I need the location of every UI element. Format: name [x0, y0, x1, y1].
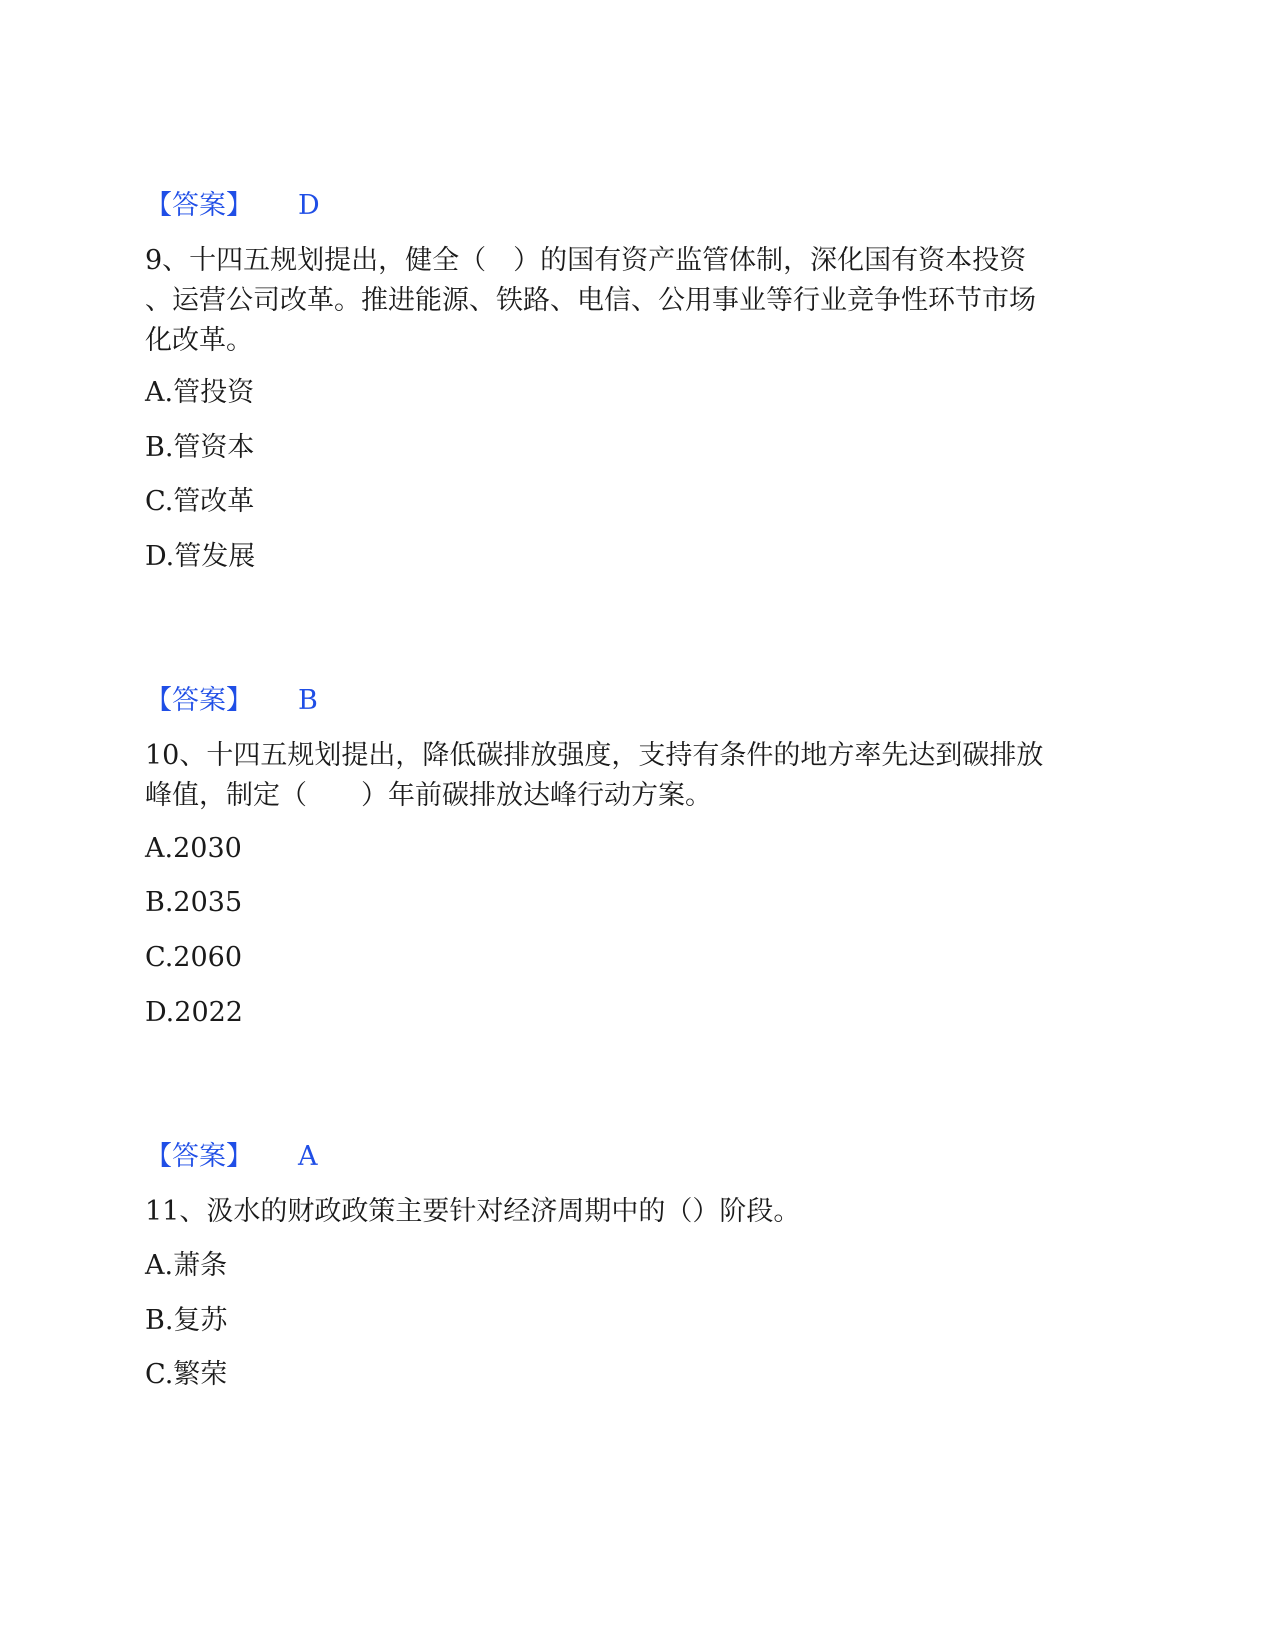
question-line: 、运营公司改革。推进能源、铁路、电信、公用事业等行业竞争性环节市场: [145, 285, 1036, 316]
option-b: B.2035: [145, 887, 243, 918]
answer-label: 【答案】: [145, 685, 253, 716]
option-a: A.2030: [145, 833, 242, 864]
question-11: [145, 1192, 1125, 1232]
option-c: C.管改革: [145, 486, 255, 517]
option-b: B.复苏: [145, 1305, 228, 1336]
option-c: C.2060: [145, 942, 242, 973]
question-line: 11、汲水的财政政策主要针对经济周期中的（）阶段。: [145, 1196, 801, 1227]
question-line: 10、十四五规划提出，降低碳排放强度，支持有条件的地方率先达到碳排放: [145, 740, 1044, 771]
question-9: [145, 241, 1125, 361]
question-line: 化改革。: [145, 325, 253, 356]
question-line: 峰值，制定（ ）年前碳排放达峰行动方案。: [145, 780, 712, 811]
answer-line: [145, 1137, 318, 1177]
option-d: D.2022: [145, 997, 243, 1028]
answer-value: D: [298, 190, 320, 221]
option-a: A.管投资: [145, 377, 255, 408]
question-line: 9、十四五规划提出，健全（ ）的国有资产监管体制，深化国有资本投资: [145, 245, 1027, 276]
answer-value: B: [298, 685, 318, 716]
option-d: D.管发展: [145, 541, 256, 572]
answer-line: [145, 186, 320, 226]
answer-line: [145, 681, 318, 721]
option-a: A.萧条: [145, 1250, 228, 1281]
option-c: C.繁荣: [145, 1359, 228, 1390]
answer-value: A: [298, 1141, 318, 1172]
question-10: [145, 736, 1125, 816]
answer-label: 【答案】: [145, 190, 253, 221]
option-b: B.管资本: [145, 432, 255, 463]
answer-label: 【答案】: [145, 1141, 253, 1172]
